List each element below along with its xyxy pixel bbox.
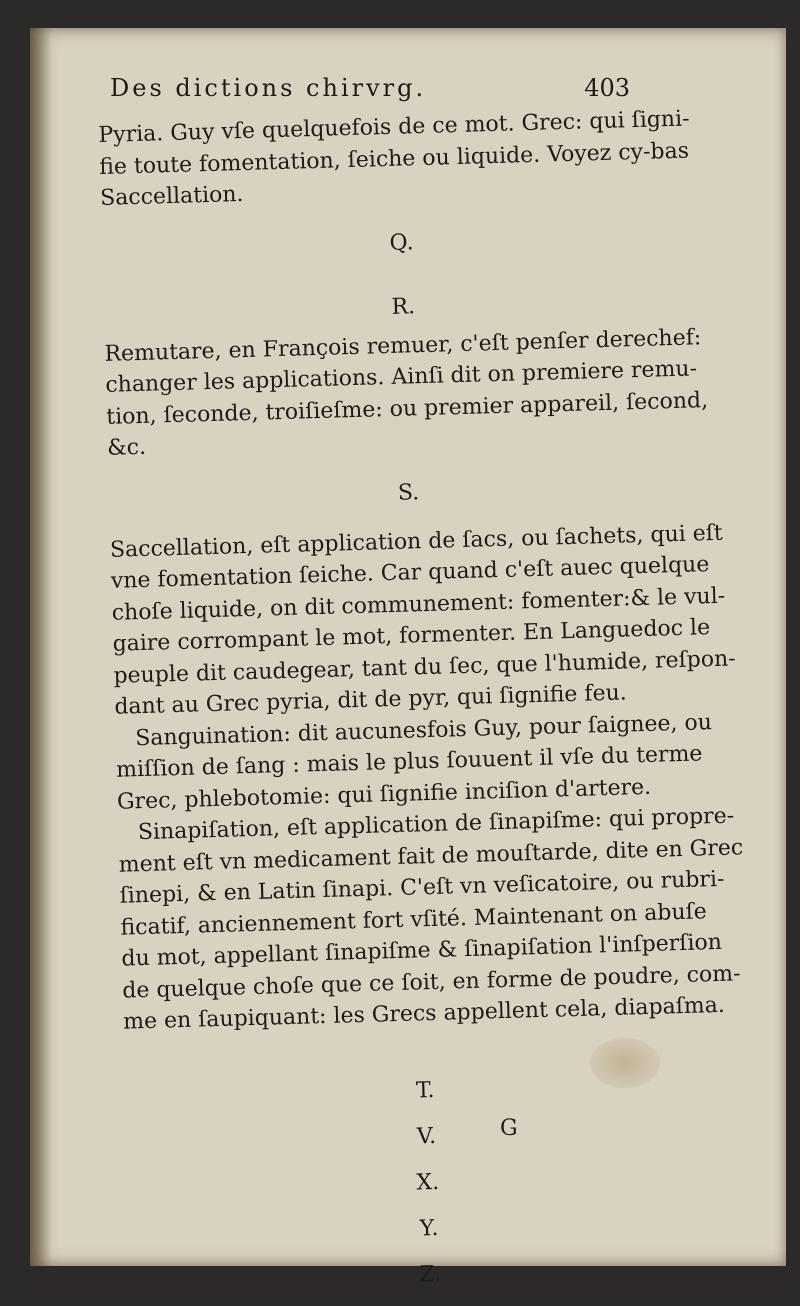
running-title: Des dictions chirvrg. <box>110 74 427 102</box>
text-line: Saccellation, eſt application de ſacs, ou ſachets, qui eſt <box>109 520 724 563</box>
text-line: ficatif, anciennement fort vſité. Maintenant on abuſe <box>120 898 708 941</box>
section-r-entries <box>104 322 707 465</box>
text-line: me en ſaupiquant: les Grecs appellent cela, diapaſma. <box>122 992 726 1035</box>
section-letter-r: R. <box>391 293 416 320</box>
text-line: changer les applications. Ainſi dit on premiere remu- <box>105 356 698 398</box>
catchword: G <box>500 1116 518 1141</box>
text-line: tion, ſeconde, troiſieſme: ou premier appareil, ſecond, <box>105 387 709 430</box>
text-line: ſinepi, & en Latin ſinapi. C'eſt vn veſicatoire, ou rubri- <box>119 866 725 909</box>
section-letter-x: X. <box>416 1169 440 1196</box>
intro-paragraph <box>98 103 700 214</box>
text-line: Saccellation. <box>99 181 244 211</box>
section-letter-t: T. <box>415 1077 435 1103</box>
text-line: ment eſt vn medicament fait de mouſtarde, dite en Grec <box>118 834 744 878</box>
body-text <box>98 103 744 1306</box>
text-line: Sanguination: dit aucunesfois Guy, pour ſaignee, ou <box>134 709 713 751</box>
section-letter-v: V. <box>416 1123 437 1149</box>
text-line: Sinapiſation, eſt application de ſinapiſme: qui propre- <box>137 803 735 846</box>
section-letter-y: Y. <box>419 1215 439 1241</box>
text-line: Pyria. Guy vſe quelquefois de ce mot. Grec: qui ſigni- <box>98 106 690 148</box>
text-line: du mot, appellant ſinapiſme & ſinapiſation l'inſperſion <box>121 929 723 972</box>
text-line: Remutare, en François remuer, c'eſt penſer derechef: <box>104 324 702 367</box>
text-line: &c. <box>106 434 147 461</box>
gutter-shadow <box>30 28 52 1266</box>
text-line: de quelque choſe que ce ſoit, en forme de poudre, com- <box>121 960 741 1004</box>
section-letter-s: S. <box>397 479 420 506</box>
text-line: miſſion de ſang : mais le plus ſouuent il vſe du terme <box>115 741 703 783</box>
text-line: gaire corrompant le mot, formenter. En Languedoc le <box>112 615 711 657</box>
text-line: peuple dit caudegear, tant du ſec, que l'humide, reſpon- <box>113 645 736 689</box>
text-line: dant au Grec pyria, dit de pyr, qui ſignifie feu. <box>114 680 628 720</box>
section-letter-z: Z. <box>419 1261 442 1287</box>
page-header <box>110 74 630 110</box>
page-number: 403 <box>584 74 630 102</box>
text-line: choſe liquide, on dit communement: fomenter:& le vul- <box>111 583 726 626</box>
text-line: fie toute fomentation, ſeiche ou liquide. Voyez cy-bas <box>98 138 690 180</box>
text-line: vne fomentation ſeiche. Car quand c'eſt auec quelque <box>110 552 710 594</box>
book-page <box>30 28 786 1287</box>
section-s-entries <box>109 518 744 1039</box>
section-letter-q: Q. <box>389 229 414 256</box>
text-line: Grec, phlebotomie: qui ſignifie inciſion d'artere. <box>116 774 652 815</box>
